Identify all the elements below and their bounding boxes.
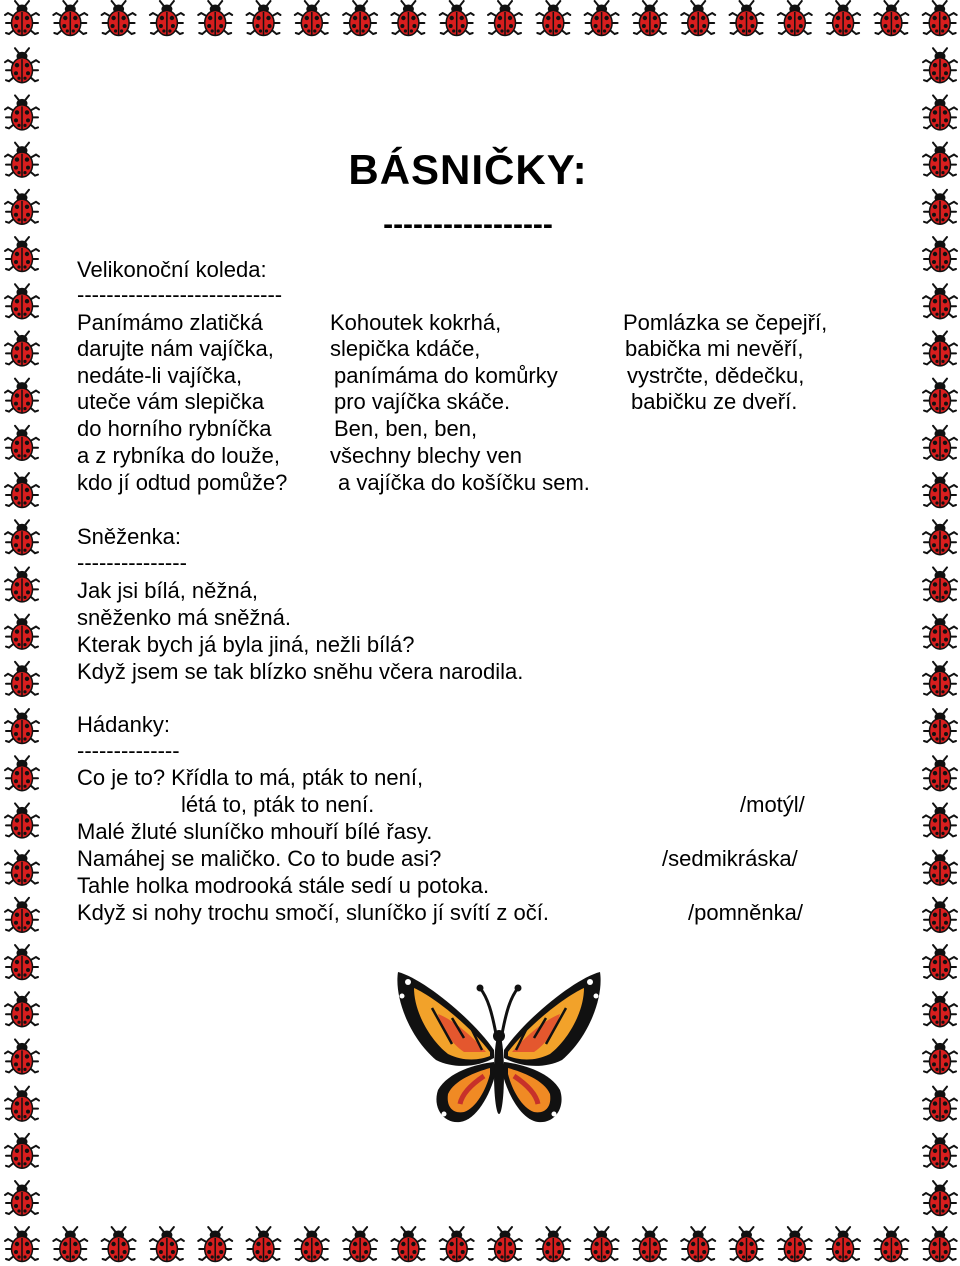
- koleda-col1-line: Panímámo zlatičká: [77, 310, 263, 335]
- koleda-col2-line: všechny blechy ven: [330, 443, 522, 468]
- hadanky-answer: /motýl/: [740, 792, 805, 817]
- snezenka-line: sněženko má sněžná.: [77, 605, 292, 630]
- hadanky-line: Namáhej se maličko. Co to bude asi?: [77, 846, 442, 871]
- koleda-col1-line: a z rybníka do louže,: [77, 443, 281, 468]
- snezenka-heading: Sněženka:: [77, 524, 181, 549]
- koleda-col3-line: vystrčte, dědečku,: [627, 363, 805, 388]
- koleda-col2-line: Ben, ben, ben,: [334, 416, 478, 441]
- koleda-col2-line: a vajíčka do košíčku sem.: [338, 470, 590, 495]
- koleda-col2-line: Kohoutek kokrhá,: [330, 310, 502, 335]
- koleda-col1-line: kdo jí odtud pomůže?: [77, 470, 288, 495]
- koleda-col1-line: do horního rybníčka: [77, 416, 272, 441]
- title-underline: -----------------: [383, 208, 553, 241]
- hadanky-answer: /pomněnka/: [688, 900, 803, 925]
- hadanky-rule: --------------: [77, 738, 180, 763]
- hadanky-line: Když si nohy trochu smočí, sluníčko jí svítí z očí.: [77, 900, 549, 925]
- koleda-col2-line: slepička kdáče,: [330, 336, 481, 361]
- snezenka-line: Jak jsi bílá, něžná,: [77, 578, 258, 603]
- koleda-col3-line: babičku ze dveří.: [631, 389, 798, 414]
- hadanky-answer: /sedmikráska/: [662, 846, 798, 871]
- hadanky-line: létá to, pták to není.: [181, 792, 375, 817]
- hadanky-line: Co je to? Křídla to má, pták to není,: [77, 765, 424, 790]
- koleda-rule: ----------------------------: [77, 282, 283, 307]
- snezenka-rule: ---------------: [77, 550, 187, 575]
- koleda-col3-line: Pomlázka se čepejří,: [623, 310, 828, 335]
- koleda-col1-line: darujte nám vajíčka,: [77, 336, 274, 361]
- snezenka-line: Kterak bych já byla jiná, nežli bílá?: [77, 632, 415, 657]
- koleda-col2-line: pro vajíčka skáče.: [334, 389, 511, 414]
- koleda-col1-line: uteče vám slepička: [77, 389, 265, 414]
- koleda-col1-line: nedáte-li vajíčka,: [77, 363, 243, 388]
- koleda-heading: Velikonoční koleda:: [77, 257, 267, 282]
- koleda-col2-line: panímáma do komůrky: [334, 363, 558, 388]
- koleda-col3-line: babička mi nevěří,: [625, 336, 804, 361]
- snezenka-line: Když jsem se tak blízko sněhu včera narodila.: [77, 659, 524, 684]
- hadanky-line: Malé žluté sluníčko mhouří bílé řasy.: [77, 819, 433, 844]
- page-title: BÁSNIČKY:: [348, 146, 588, 193]
- butterfly-icon: [392, 968, 606, 1146]
- hadanky-heading: Hádanky:: [77, 712, 170, 737]
- hadanky-line: Tahle holka modrooká stále sedí u potoka.: [77, 873, 490, 898]
